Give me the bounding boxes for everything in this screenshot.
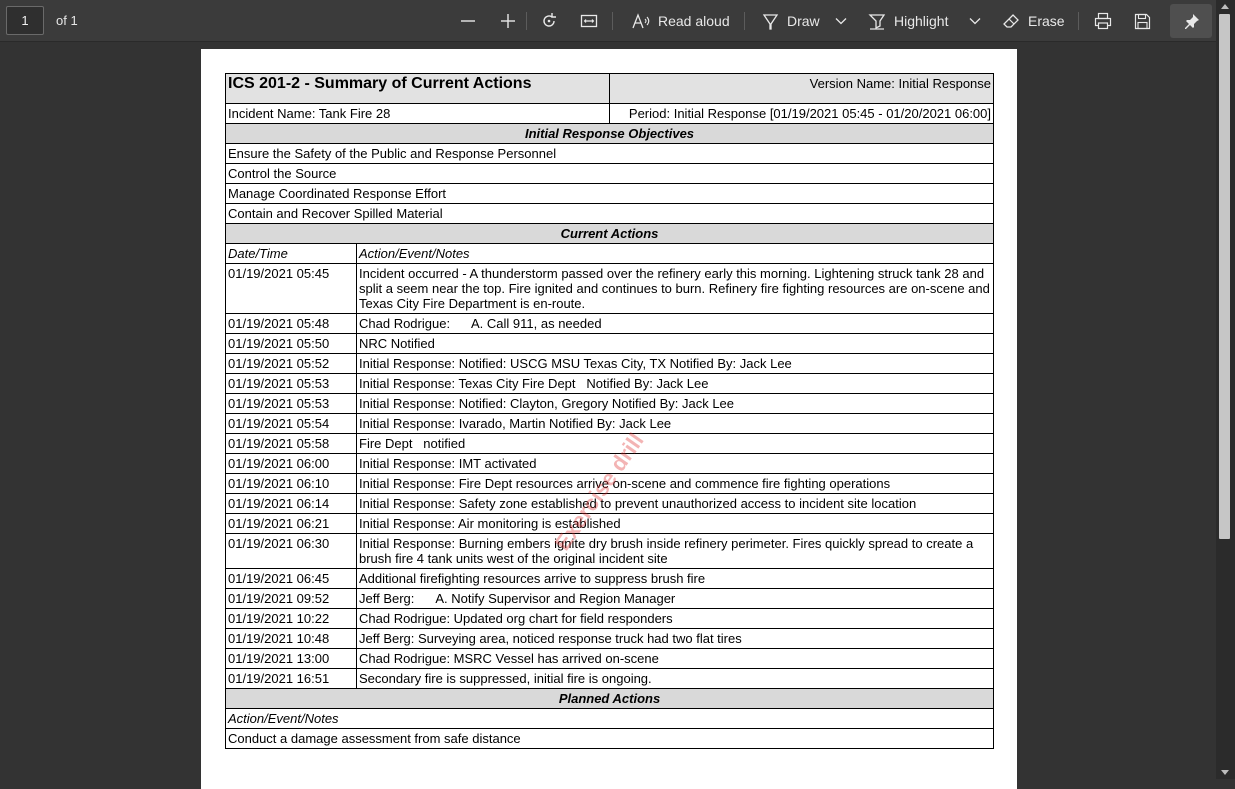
highlight-icon [868, 13, 886, 30]
action-note: Initial Response: Notified: Clayton, Gregory Notified By: Jack Lee [357, 394, 994, 414]
table-row [226, 629, 994, 649]
table-row [226, 569, 994, 589]
table-row [226, 434, 994, 454]
highlight-options-dropdown[interactable] [968, 0, 982, 42]
table-row [226, 334, 994, 354]
action-datetime: 01/19/2021 13:00 [226, 649, 357, 669]
draw-icon [762, 13, 779, 30]
action-note: Initial Response: Ivarado, Martin Notified By: Jack Lee [357, 414, 994, 434]
planned-actions-section-title: Planned Actions [226, 689, 994, 709]
current-actions-header [226, 244, 994, 264]
version-name: Version Name: Initial Response [610, 74, 994, 104]
highlight-button[interactable] [868, 0, 948, 42]
table-row [226, 414, 994, 434]
action-datetime: 01/19/2021 09:52 [226, 589, 357, 609]
action-note: Secondary fire is suppressed, initial fire is ongoing. [357, 669, 994, 689]
save-icon [1134, 13, 1151, 30]
print-icon [1094, 12, 1112, 30]
action-note: Additional firefighting resources arrive to suppress brush fire [357, 569, 994, 589]
action-note: Initial Response: Burning embers ignite dry brush inside refinery perimeter. Fires quickly spread to create a brush fire 4 tank units west of the original incident site [357, 534, 994, 569]
form-title: ICS 201-2 - Summary of Current Actions [226, 74, 610, 104]
action-datetime: 01/19/2021 06:30 [226, 534, 357, 569]
operational-period: Period: Initial Response [01/19/2021 05:45 - 01/20/2021 06:00] [610, 104, 994, 124]
action-note: Chad Rodrigue: A. Call 911, as needed [357, 314, 994, 334]
objective-item: Contain and Recover Spilled Material [226, 204, 994, 224]
notes-column-header: Action/Event/Notes [357, 244, 994, 264]
incident-name: Incident Name: Tank Fire 28 [226, 104, 610, 124]
draw-options-dropdown[interactable] [834, 0, 848, 42]
incident-row [226, 104, 994, 124]
pin-toolbar-button[interactable] [1170, 4, 1212, 38]
action-note: Initial Response: Safety zone established to prevent unauthorized access to incident site location [357, 494, 994, 514]
table-row [226, 374, 994, 394]
action-datetime: 01/19/2021 05:48 [226, 314, 357, 334]
zoom-in-icon [500, 13, 516, 29]
read-aloud-icon [632, 12, 650, 30]
fit-page-button[interactable] [580, 0, 598, 42]
toolbar-divider [612, 12, 613, 30]
action-datetime: 01/19/2021 05:52 [226, 354, 357, 374]
action-note: Chad Rodrigue: MSRC Vessel has arrived on-scene [357, 649, 994, 669]
pdf-page [201, 49, 1017, 789]
table-row [226, 589, 994, 609]
table-row [226, 354, 994, 374]
action-datetime: 01/19/2021 10:22 [226, 609, 357, 629]
erase-button[interactable] [1003, 0, 1065, 42]
scroll-up-icon[interactable] [1221, 4, 1229, 9]
action-datetime: 01/19/2021 05:54 [226, 414, 357, 434]
table-row [226, 514, 994, 534]
table-row [226, 264, 994, 314]
planned-action-item: Conduct a damage assessment from safe distance [226, 729, 994, 749]
objective-item: Control the Source [226, 164, 994, 184]
table-row [226, 729, 994, 749]
planned-column-header: Action/Event/Notes [226, 709, 994, 729]
action-note: Incident occurred - A thunderstorm passed over the refinery early this morning. Lightening struck tank 28 and split a seem near the top. Fire ignited and continues to burn. Refinery fire fighting resources are on-scene and Texas City Fire Department is en-route. [357, 264, 994, 314]
objective-item: Ensure the Safety of the Public and Response Personnel [226, 144, 994, 164]
page-count: of 1 [56, 13, 78, 28]
action-datetime: 01/19/2021 05:53 [226, 374, 357, 394]
chevron-down-icon [968, 14, 982, 28]
action-datetime: 01/19/2021 06:45 [226, 569, 357, 589]
rotate-icon [540, 12, 558, 30]
save-button[interactable] [1134, 0, 1151, 42]
action-datetime: 01/19/2021 05:50 [226, 334, 357, 354]
toolbar-divider [1078, 12, 1079, 30]
action-note: Fire Dept notified [357, 434, 994, 454]
action-datetime: 01/19/2021 16:51 [226, 669, 357, 689]
rotate-button[interactable] [540, 0, 558, 42]
watermark: Exercise drill [549, 428, 649, 555]
datetime-column-header: Date/Time [226, 244, 357, 264]
action-note: Initial Response: Air monitoring is established [357, 514, 994, 534]
action-note: Jeff Berg: A. Notify Supervisor and Region Manager [357, 589, 994, 609]
action-note: Chad Rodrigue: Updated org chart for field responders [357, 609, 994, 629]
table-row [226, 669, 994, 689]
action-datetime: 01/19/2021 06:14 [226, 494, 357, 514]
table-row [226, 314, 994, 334]
action-datetime: 01/19/2021 05:58 [226, 434, 357, 454]
table-row [226, 609, 994, 629]
read-aloud-button[interactable] [632, 0, 730, 42]
form-header-row [226, 74, 994, 104]
action-datetime: 01/19/2021 06:10 [226, 474, 357, 494]
table-row [226, 534, 994, 569]
table-row [226, 649, 994, 669]
pin-icon [1183, 13, 1200, 30]
page-number-input[interactable] [6, 6, 44, 35]
erase-label: Erase [1028, 13, 1065, 29]
chevron-down-icon [834, 14, 848, 28]
scroll-thumb[interactable] [1219, 14, 1230, 539]
action-datetime: 01/19/2021 10:48 [226, 629, 357, 649]
scroll-down-icon[interactable] [1221, 770, 1229, 775]
zoom-out-icon [460, 13, 476, 29]
objective-item: Manage Coordinated Response Effort [226, 184, 994, 204]
action-datetime: 01/19/2021 05:53 [226, 394, 357, 414]
table-row [226, 394, 994, 414]
action-note: Initial Response: Notified: USCG MSU Texas City, TX Notified By: Jack Lee [357, 354, 994, 374]
current-actions-section-title: Current Actions [226, 224, 994, 244]
zoom-in-button[interactable] [500, 0, 516, 42]
action-note: Jeff Berg: Surveying area, noticed response truck had two flat tires [357, 629, 994, 649]
draw-label: Draw [787, 13, 820, 29]
highlight-label: Highlight [894, 13, 949, 29]
action-note: Initial Response: IMT activated [357, 454, 994, 474]
read-aloud-label: Read aloud [658, 13, 730, 29]
objectives-section-title: Initial Response Objectives [226, 124, 994, 144]
fit-page-icon [580, 12, 598, 30]
table-row [226, 454, 994, 474]
table-row [226, 494, 994, 514]
action-datetime: 01/19/2021 06:21 [226, 514, 357, 534]
action-note: Initial Response: Fire Dept resources arrive on-scene and commence fire fighting operations [357, 474, 994, 494]
table-row [226, 474, 994, 494]
toolbar-divider [526, 12, 527, 30]
toolbar-divider [744, 12, 745, 30]
zoom-out-button[interactable] [460, 0, 476, 42]
draw-button[interactable] [762, 0, 820, 42]
vertical-scrollbar[interactable] [1216, 0, 1235, 779]
print-button[interactable] [1094, 0, 1112, 42]
action-datetime: 01/19/2021 05:45 [226, 264, 357, 314]
pdf-toolbar [0, 0, 1235, 42]
ics-201-2-form [225, 73, 994, 749]
action-note: Initial Response: Texas City Fire Dept Notified By: Jack Lee [357, 374, 994, 394]
action-note: NRC Notified [357, 334, 994, 354]
erase-icon [1003, 13, 1020, 30]
action-datetime: 01/19/2021 06:00 [226, 454, 357, 474]
